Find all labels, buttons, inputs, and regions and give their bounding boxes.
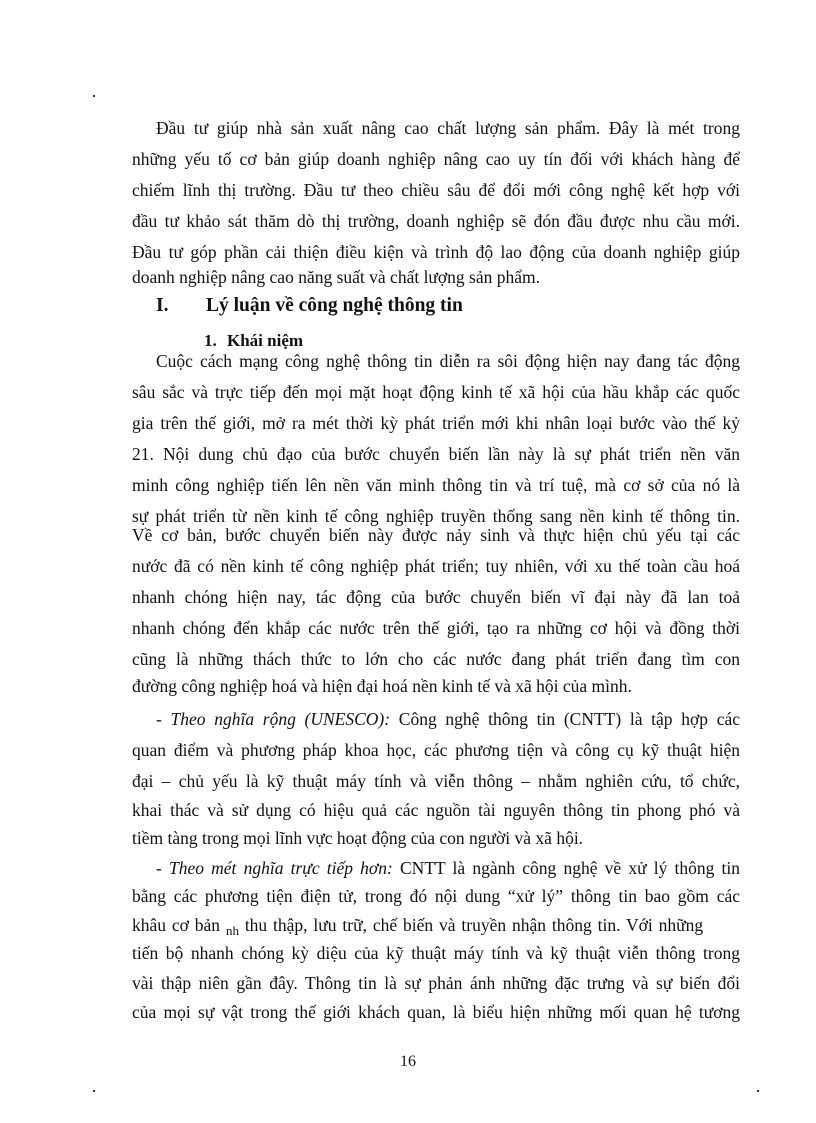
paragraph-line: nước đã có nền kinh tế công nghiệp phát triển; tuy nhiên, với xu thế toàn cầu hoá <box>132 556 740 576</box>
paragraph-line: quan điểm và phương pháp khoa học, các phương tiện và công cụ kỹ thuật hiện <box>132 740 740 760</box>
subsection-title: Khái niệm <box>227 331 304 350</box>
section-title: Lý luận về công nghệ thông tin <box>206 295 463 316</box>
paragraph-line: tiềm tàng trong mọi lĩnh vực hoạt động của con người và xã hội. <box>132 828 584 848</box>
intro-line: chiếm lĩnh thị trường. Đầu tư theo chiều sâu để đổi mới công nghệ kết hợp với <box>132 180 740 200</box>
paragraph-line <box>156 857 740 879</box>
intro-line: Đầu tư góp phần cải thiện điều kiện và trình độ lao động của doanh nghiệp giúp <box>132 242 740 262</box>
paragraph-text: Công nghệ thông tin (CNTT) là tập hợp các <box>390 709 741 729</box>
paragraph-text: thu thập, lưu trữ, chế biến và truyền nhận thông tin. Với những <box>238 915 704 935</box>
subsection-heading <box>204 330 303 352</box>
subsection-number: 1. <box>204 331 217 350</box>
scan-mark <box>757 1090 759 1092</box>
subscript-fragment: nh <box>225 923 239 938</box>
paragraph-line: vài thập niên gần đây. Thông tin là sự phản ánh những đặc trưng và sự biến đổi <box>132 973 740 993</box>
intro-line: đầu tư khảo sát thăm dò thị trường, doanh nghiệp sẽ đón đầu được nhu cầu mới. <box>132 211 740 231</box>
paragraph-line <box>132 914 740 938</box>
intro-line: những yếu tố cơ bản giúp doanh nghiệp nâng cao uy tín đối với khách hàng để <box>132 149 740 169</box>
section-number: I. <box>156 295 169 316</box>
paragraph-line: của mọi sự vật trong thế giới khách quan, là biểu hiện những mối quan hệ tương <box>132 1002 740 1022</box>
paragraph-line: gia trên thế giới, mở ra mét thời kỳ phát triển mới khi nhân loại bước vào thế kỷ <box>132 413 740 433</box>
paragraph-line: nhanh chóng đến khắp các nước trên thế giới, tạo ra những cơ hội và đồng thời <box>132 618 740 638</box>
scan-mark <box>93 95 95 97</box>
paragraph-text: khâu cơ bản <box>132 915 226 935</box>
paragraph-line: Cuộc cách mạng công nghệ thông tin diễn ra sôi động hiện nay đang tác động <box>156 351 740 371</box>
paragraph-line: 21. Nội dung chủ đạo của bước chuyển biến lần này là sự phát triển nền văn <box>132 444 740 464</box>
paragraph-line: bằng các phương tiện điện tử, trong đó nội dung “xử lý” thông tin bao gồm các <box>132 886 740 906</box>
page-number: 16 <box>400 1053 416 1070</box>
paragraph-line: đường công nghiệp hoá và hiện đại hoá nền kinh tế và xã hội của mình. <box>132 676 632 696</box>
paragraph-line: nhanh chóng hiện nay, tác động của bước chuyển biến vĩ đại này đã lan toả <box>132 587 740 607</box>
paragraph-line: cũng là những thách thức to lớn cho các nước đang phát triển đang tìm con <box>132 649 740 669</box>
paragraph-line: khai thác và sử dụng có hiệu quả các nguồn tài nguyên thông tin phong phó và <box>132 800 740 820</box>
scan-mark <box>93 1090 95 1092</box>
intro-line: doanh nghiệp nâng cao năng suất và chất lượng sản phẩm. <box>132 267 541 287</box>
paragraph-line: minh công nghiệp tiến lên nền văn minh thông tin và trí tuệ, mà cơ sở của nó là <box>132 475 740 495</box>
paragraph-line: Về cơ bản, bước chuyển biến này được nảy sinh và thực hiện chủ yếu tại các <box>132 525 740 545</box>
paragraph-line: sâu sắc và trực tiếp đến mọi mặt hoạt động kinh tế xã hội của hầu khắp các quốc <box>132 382 740 402</box>
section-heading <box>156 294 463 318</box>
definition-lead: - Theo nghĩa rộng (UNESCO): <box>156 709 391 729</box>
intro-line: Đầu tư giúp nhà sản xuất nâng cao chất lượng sản phẩm. Đây là mét trong <box>156 118 740 138</box>
paragraph-text: CNTT là ngành công nghệ về xử lý thông tin <box>392 858 740 878</box>
paragraph-line: sự phát triển từ nền kinh tế công nghiệp truyền thống sang nền kinh tế thông tin. <box>132 506 740 526</box>
definition-lead: - Theo mét nghĩa trực tiếp hơn: <box>156 858 393 878</box>
paragraph-line: tiến bộ nhanh chóng kỳ diệu của kỹ thuật máy tính và kỹ thuật viễn thông trong <box>132 943 740 963</box>
paragraph-line: đại – chủ yếu là kỹ thuật máy tính và viễn thông – nhằm nghiên cứu, tổ chức, <box>132 771 740 791</box>
paragraph-line <box>156 708 740 730</box>
